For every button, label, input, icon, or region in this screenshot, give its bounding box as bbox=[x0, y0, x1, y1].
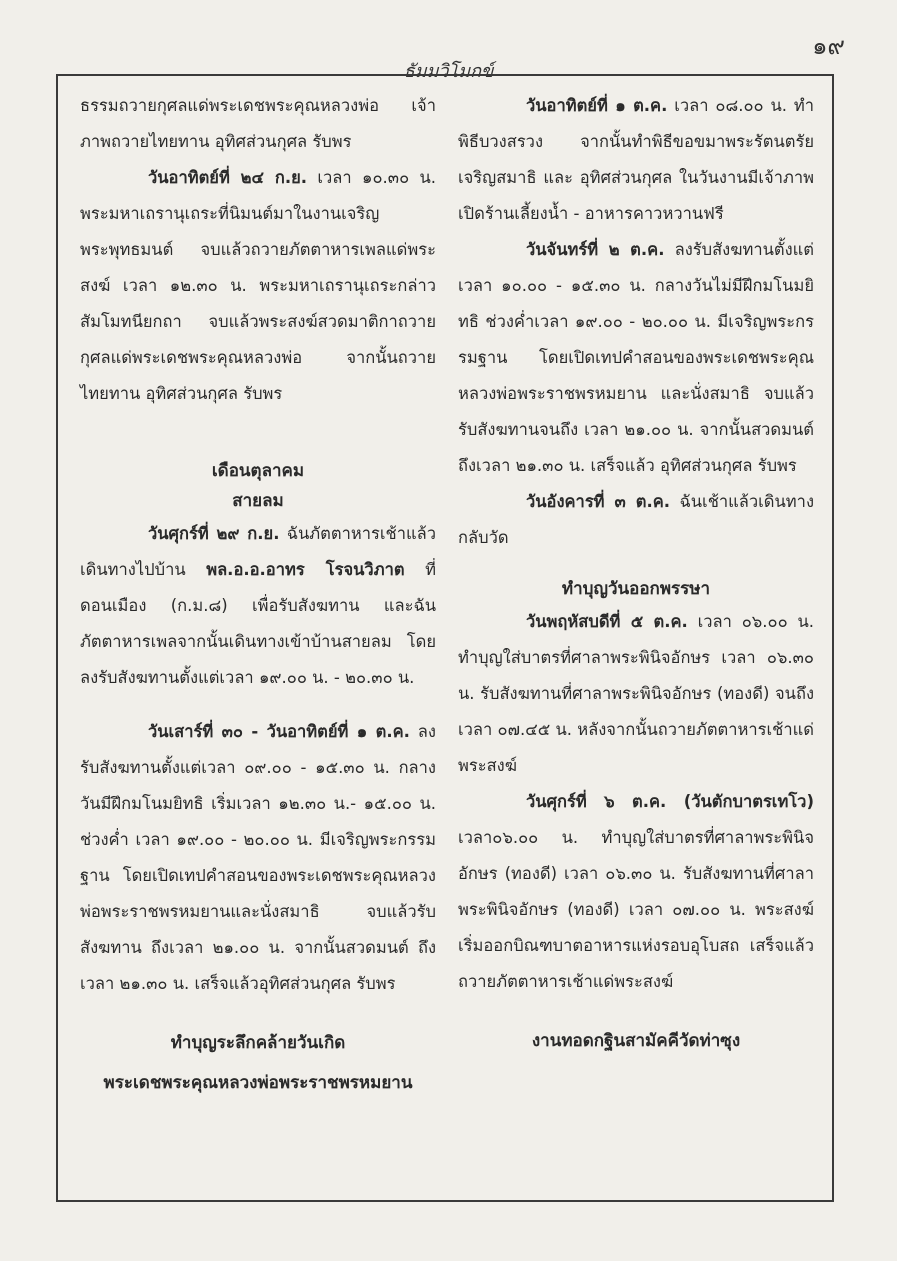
left-column bbox=[80, 88, 436, 1098]
person-name: พล.อ.อ.อาทร โรจนวิภาต bbox=[206, 560, 405, 579]
date-label: วันพฤหัสบดีที่ ๕ ต.ค. bbox=[526, 612, 688, 631]
spacer bbox=[80, 1002, 436, 1028]
date-label: วันจันทร์ที่ ๒ ต.ค. bbox=[526, 240, 665, 259]
paragraph-text: ที่ดอนเมือง (ก.ม.๘) เพื่อรับสังฆทาน และฉันภัตตาหารเพลจากนั้นเดินทางเข้าบ้านสายลม โดยลงรับสังฆทานตั้งแต่เวลา ๑๙.๐๐ น. - ๒๐.๓๐ น. bbox=[80, 560, 436, 687]
spacer bbox=[458, 556, 814, 574]
right-column bbox=[458, 88, 814, 1056]
paragraph bbox=[458, 484, 814, 556]
paragraph-text: ลงรับสังฆทานตั้งแต่เวลา ๑๐.๐๐ - ๑๕.๓๐ น. กลางวันไม่มีฝึกมโนมยิทธิ ช่วงค่ำเวลา ๑๙.๐๐ - ๒๐.๐๐ น. มีเจริญพระกรรมฐาน โดยเปิดเทปคำสอนของพระเดชพระคุณหลวงพ่อพระราชพรหมยาน และนั่งสมาธิ จบแล้วรับสังฆทานจนถึง เวลา ๒๑.๐๐ น. จากนั้นสวดมนต์ถึงเวลา ๒๑.๓๐ น. เสร็จแล้ว อุทิศส่วนกุศล รับพร bbox=[458, 240, 815, 475]
paragraph-text: ฉันเช้าแล้วเดินทางกลับวัด bbox=[458, 492, 814, 547]
date-label: วันอาทิตย์ที่ ๒๔ ก.ย. bbox=[148, 168, 308, 187]
section-subheading: สายลม bbox=[232, 491, 284, 511]
paragraph-text: เวลา๐๖.๐๐ น. ทำบุญใส่บาตรที่ศาลาพระพินิจอักษร (ทองดี) เวลา ๐๖.๓๐ น. รับสังฆทานที่ศาลาพระพินิจอักษร (ทองดี) เวลา ๐๗.๐๐ น. พระสงฆ์ เริ่มออกบิณฑบาตอาหารแห่งรอบอุโบสถ เสร็จแล้วถวายภัตตาหารเช้าแด่พระสงฆ์ bbox=[458, 828, 814, 991]
paragraph-text: เวลา ๐๖.๐๐ น. ทำบุญใส่บาตรที่ศาลาพระพินิจอักษร เวลา ๐๖.๓๐ น. รับสังฆทานที่ศาลาพระพินิจอักษร (ทองดี) จนถึงเวลา ๐๗.๔๕ น. หลังจากนั้นถวายภัตตาหารเช้าแด่พระสงฆ์ bbox=[458, 612, 814, 775]
section-heading: ทำบุญวันออกพรรษา bbox=[561, 579, 711, 599]
paragraph bbox=[80, 516, 436, 696]
page-number: ๑๙ bbox=[812, 32, 845, 60]
section-heading: เดือนตุลาคม bbox=[211, 461, 305, 481]
paragraph-text: ลงรับสังฆทานตั้งแต่เวลา ๐๙.๐๐ - ๑๕.๓๐ น. กลางวันมีฝึกมโนมยิทธิ เริ่มเวลา ๑๒.๓๐ น.- ๑๕.๐๐ น. ช่วงค่ำ เวลา ๑๙.๐๐ - ๒๐.๐๐ น. มีเจริญพระกรรมฐาน โดยเปิดเทปคำสอนของพระเดชพระคุณหลวงพ่อพระราชพรหมยานและนั่งสมาธิ จบแล้วรับสังฆทาน ถึงเวลา ๒๑.๐๐ น. จากนั้นสวดมนต์ ถึงเวลา ๒๑.๓๐ น. เสร็จแล้วอุทิศส่วนกุศล รับพร bbox=[80, 722, 436, 993]
date-label: วันเสาร์ที่ ๓๐ - วันอาทิตย์ที่ ๑ ต.ค. bbox=[148, 722, 410, 741]
date-label: วันศุกร์ที่ ๖ ต.ค. (วันตักบาตรเทโว) bbox=[526, 792, 814, 811]
paragraph-text: ฉันภัตตาหารเช้าแล้วเดินทางไปบ้าน bbox=[80, 524, 436, 579]
paragraph bbox=[458, 88, 814, 232]
paragraph bbox=[458, 232, 814, 484]
date-label: วันอังคารที่ ๓ ต.ค. bbox=[526, 492, 671, 511]
spacer bbox=[80, 412, 436, 456]
paragraph bbox=[80, 714, 436, 1002]
paragraph bbox=[458, 784, 814, 1000]
running-head: ธัมมวิโมกข์ bbox=[403, 61, 494, 82]
paragraph-text: เวลา ๐๘.๐๐ น. ทำพิธีบวงสรวง จากนั้นทำพิธีขอขมาพระรัตนตรัย เจริญสมาธิ และ อุทิศส่วนกุศล ในวันงานมีเจ้าภาพเปิดร้านเลี้ยงน้ำ - อาหารคาวหวานฟรี bbox=[458, 96, 814, 223]
paragraph bbox=[458, 604, 814, 784]
spacer bbox=[458, 1000, 814, 1026]
paragraph: ธรรมถวายกุศลแด่พระเดชพระคุณหลวงพ่อ เจ้าภาพถวายไทยทาน อุทิศส่วนกุศล รับพร bbox=[80, 96, 436, 151]
date-label: วันอาทิตย์ที่ ๑ ต.ค. bbox=[526, 96, 668, 115]
paragraph-text: เวลา ๑๐.๓๐ น. พระมหาเถรานุเถระที่นิมนต์มาในงานเจริญพระพุทธมนต์ จบแล้วถวายภัตตาหารเพลแด่พระสงฆ์ เวลา ๑๒.๓๐ น. พระมหาเถรานุเถระกล่าวสัมโมทนียกถา จบแล้วพระสงฆ์สวดมาติกาถวายกุศลแด่พระเดชพระคุณหลวงพ่อ จากนั้นถวายไทยทาน อุทิศส่วนกุศล รับพร bbox=[80, 168, 437, 403]
section-heading: ทำบุญระลึกคล้ายวันเกิด bbox=[170, 1033, 346, 1053]
spacer bbox=[80, 696, 436, 714]
section-heading: งานทอดกฐินสามัคคีวัดท่าซุง bbox=[531, 1031, 741, 1051]
paragraph bbox=[80, 160, 436, 412]
date-label: วันศุกร์ที่ ๒๙ ก.ย. bbox=[148, 524, 280, 543]
section-subheading: พระเดชพระคุณหลวงพ่อพระราชพรหมยาน bbox=[103, 1073, 413, 1093]
